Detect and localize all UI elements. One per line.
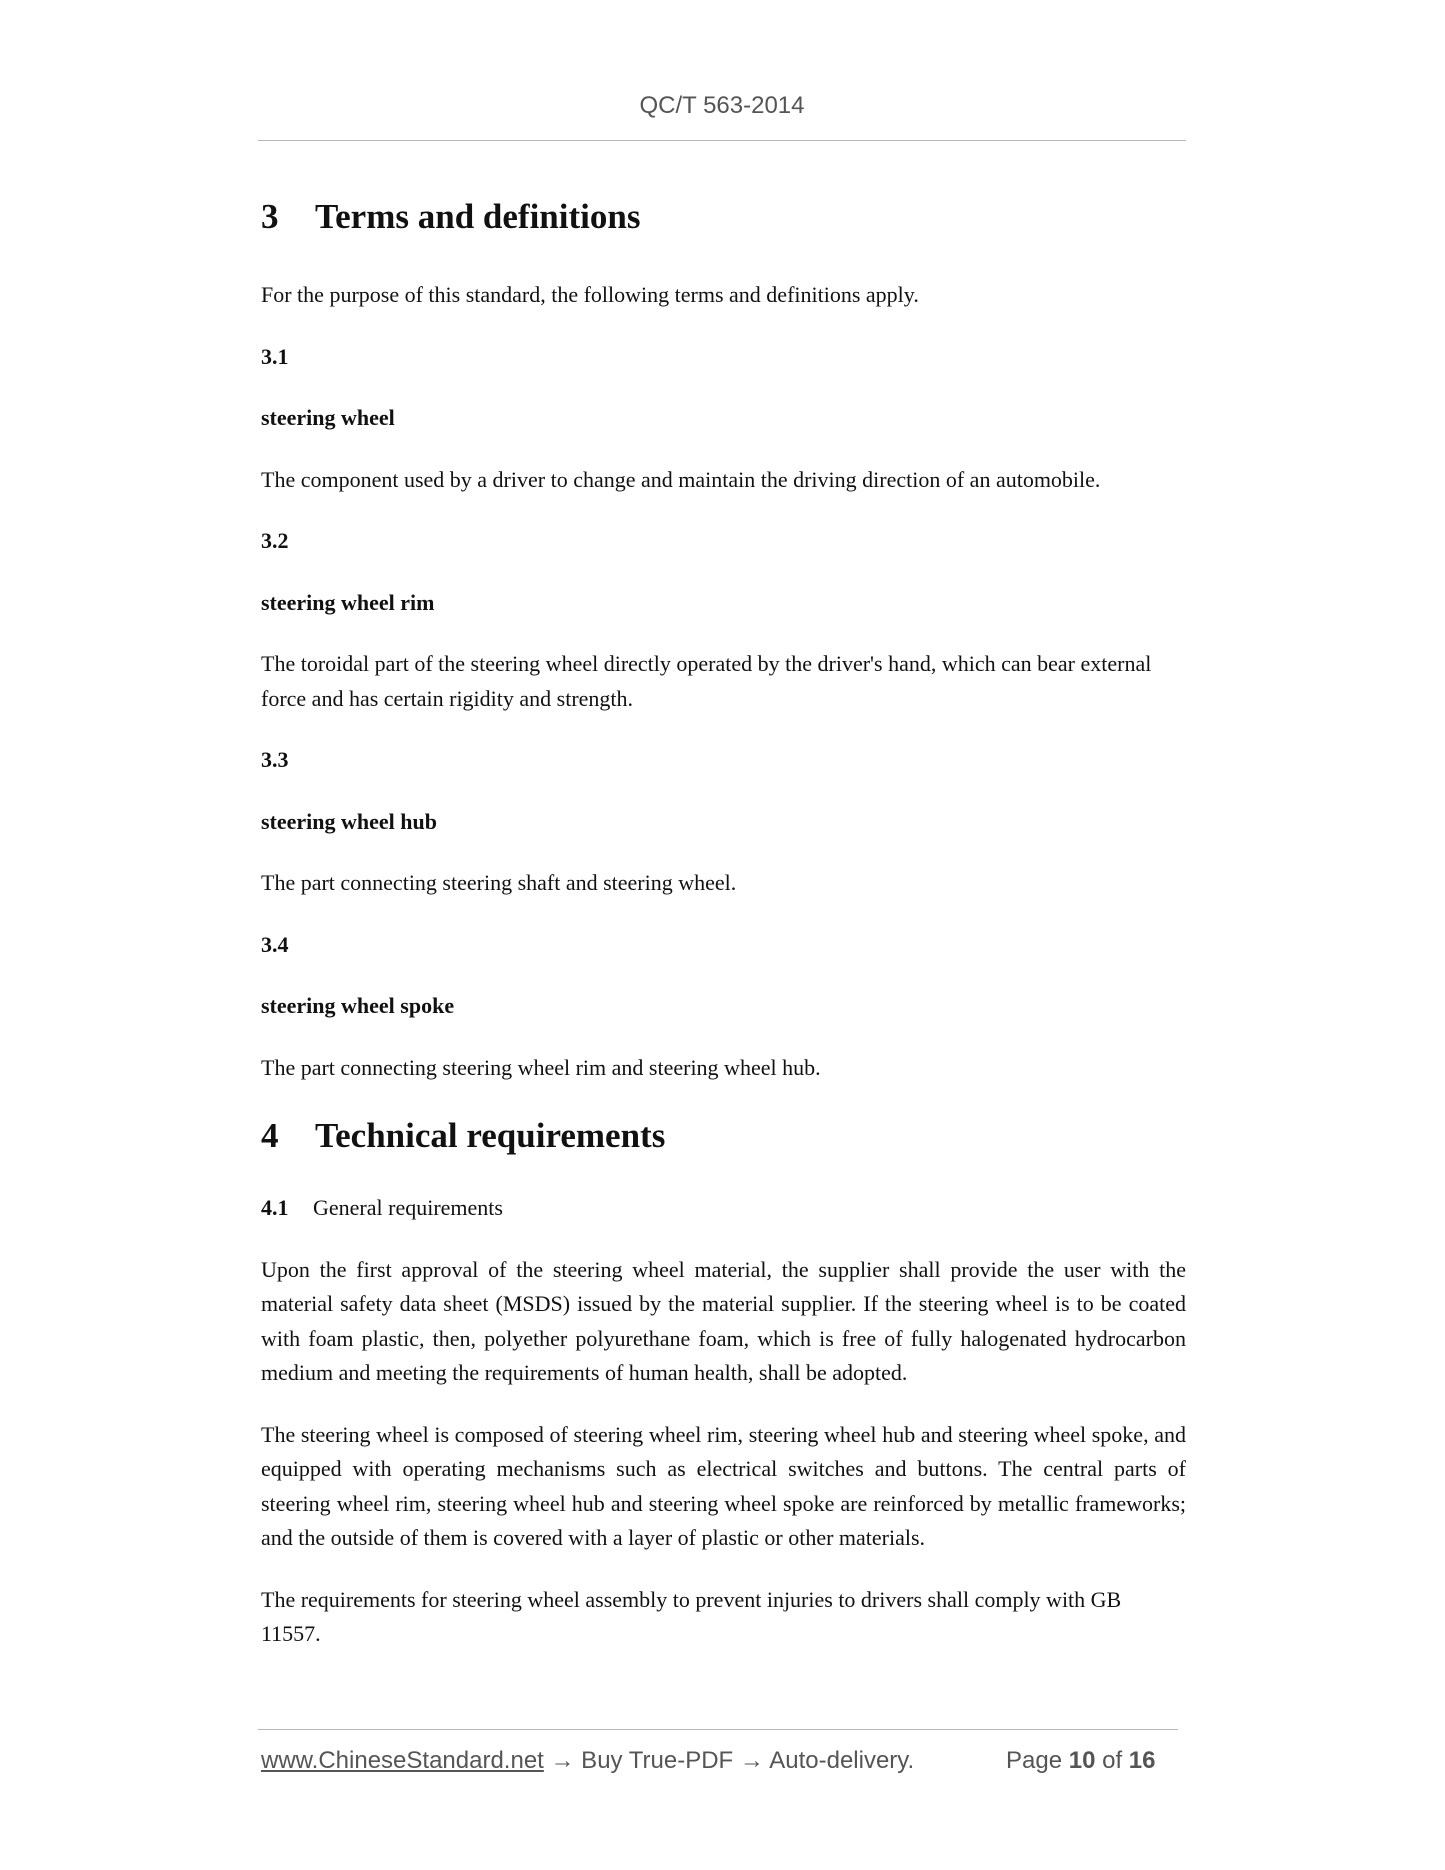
subsection-4-1-title: General requirements <box>313 1195 503 1220</box>
section-4-title: Technical requirements <box>315 1116 666 1155</box>
term-3-2-number: 3.2 <box>261 528 289 553</box>
subsection-4-1-number: 4.1 <box>261 1195 289 1220</box>
section-4-number: 4 <box>261 1116 279 1155</box>
header-divider <box>258 140 1186 141</box>
page-number-indicator <box>1006 1747 1156 1775</box>
website-link[interactable]: www.ChineseStandard.net <box>261 1747 544 1774</box>
page-footer <box>261 1747 1181 1775</box>
term-3-4-definition: The part connecting steering wheel rim and steering wheel hub. <box>261 1054 821 1080</box>
promo-text: → Buy True-PDF → Auto-delivery. <box>543 1747 915 1774</box>
term-3-3-definition: The part connecting steering shaft and steering wheel. <box>261 870 737 895</box>
term-3-4-name: steering wheel spoke <box>261 993 455 1018</box>
term-3-2-definition: The toroidal part of the steering wheel directly operated by the driver's hand, which can bear external force and has certain rigidity and strength. <box>261 651 1152 711</box>
requirement-paragraph: The steering wheel is composed of steering wheel rim, steering wheel hub and steering wheel spoke, and equipped with operating mechanisms such as electrical switches and buttons. The central parts of steering wheel rim, steering wheel hub and steering wheel spoke are reinforced by metallic frameworks; and the outside of them is covered with a layer of plastic or other materials. <box>261 1421 1186 1550</box>
section-3-intro: For the purpose of this standard, the following terms and definitions apply. <box>261 282 919 307</box>
current-page-number: 10 <box>1068 1747 1096 1774</box>
term-3-1-number: 3.1 <box>261 343 289 369</box>
section-3-number: 3 <box>261 197 279 236</box>
footer-divider <box>258 1729 1178 1730</box>
page-label: Page <box>1006 1747 1063 1774</box>
term-3-1-name: steering wheel <box>261 405 395 430</box>
requirement-paragraph: Upon the first approval of the steering wheel material, the supplier shall provide the user with the material safety data sheet (MSDS) issued by the material supplier. If the steering wheel is to be coated with foam plastic, then, polyether polyurethane foam, which is free of fully halogenated hydrocarbon medium and meeting the requirements of human health, shall be adopted. <box>261 1256 1186 1385</box>
requirement-paragraph: The requirements for steering wheel assembly to prevent injuries to drivers shall comply with GB 11557. <box>261 1586 1122 1646</box>
term-3-3-name: steering wheel hub <box>261 808 437 834</box>
subsection-4-1-heading <box>261 1191 1186 1226</box>
section-3-heading <box>261 192 1186 242</box>
total-page-count: 16 <box>1128 1747 1156 1774</box>
term-3-3-number: 3.3 <box>261 747 289 772</box>
of-label: of <box>1102 1747 1123 1774</box>
term-3-4-number: 3.4 <box>261 931 289 957</box>
section-3-title: Terms and definitions <box>315 197 641 236</box>
term-3-1-definition: The component used by a driver to change and maintain the driving direction of an automobile. <box>261 466 1101 492</box>
section-4-heading <box>261 1111 1186 1161</box>
term-3-2-name: steering wheel rim <box>261 589 435 615</box>
page-content <box>261 192 1186 1652</box>
document-code-header: QC/T 563-2014 <box>639 92 805 119</box>
